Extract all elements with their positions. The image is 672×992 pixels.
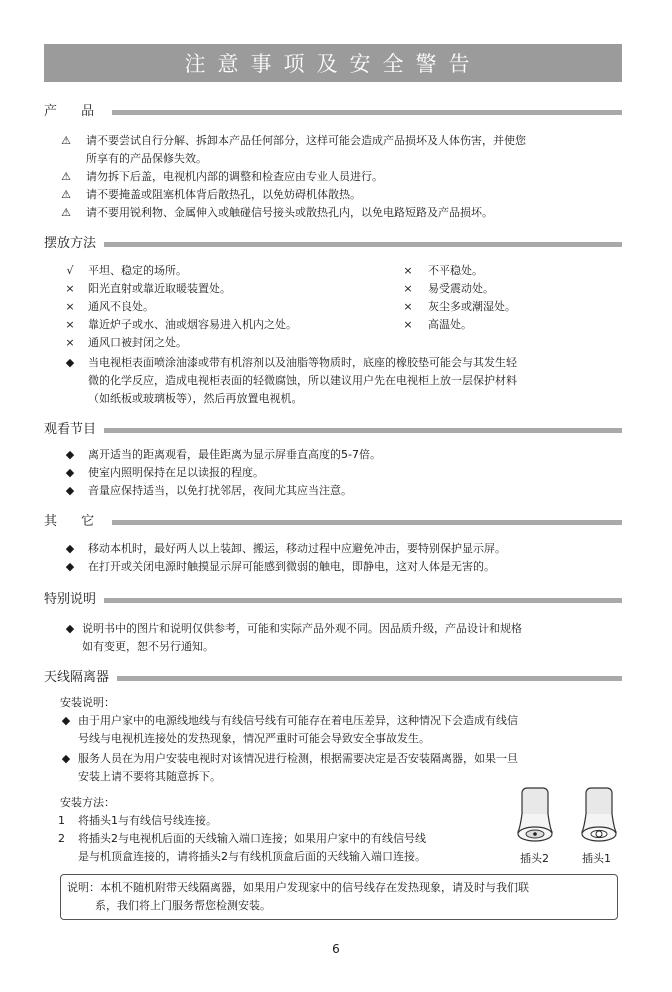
install-method-label: 安装方法：	[60, 796, 115, 809]
text-line: 通风不良处。	[88, 300, 154, 313]
text-line: （如纸板或玻璃板等），然后再放置电视机。	[88, 392, 303, 405]
text-line: 不平稳处。	[428, 264, 483, 277]
placement-left-x-1	[62, 280, 231, 298]
placement-ok-item	[62, 262, 187, 280]
text-line: 说明书中的图片和说明仅供参考，可能和实际产品外观不同。因品质升级，产品设计和规格	[82, 622, 522, 635]
section-divider	[112, 520, 622, 525]
step-number: 2	[58, 832, 65, 845]
text-line: 移动本机时，最好两人以上装卸、搬运，移动过程中应避免冲击，要特别保护显示屏。	[88, 542, 506, 555]
text-line: 请不要用锐利物、金属伸入或触碰信号接头或散热孔内，以免电路短路及产品损坏。	[86, 206, 493, 219]
diamond-bullet-icon: ◆	[65, 484, 75, 497]
section-title: 产 品	[44, 104, 105, 119]
section-title: 特别说明	[44, 592, 97, 607]
viewing-item-3	[62, 482, 352, 500]
text-line: 使室内照明保持在足以读报的程度。	[88, 466, 264, 479]
isolator-note-2	[58, 750, 628, 786]
cross-mark-icon: ×	[65, 282, 75, 295]
section-header-placement	[44, 236, 622, 252]
text-line: 靠近炉子或水、油或烟容易进入机内之处。	[88, 318, 297, 331]
cross-mark-icon: ×	[65, 300, 75, 313]
isolator-note-1	[58, 712, 628, 748]
text-line: 将插头1与有线信号线连接。	[78, 814, 217, 827]
section-title: 摆放方法	[44, 236, 97, 251]
section-header-other	[44, 514, 622, 530]
section-title: 天线隔离器	[44, 670, 110, 685]
text-line: 灰尘多或潮湿处。	[428, 300, 516, 313]
text-line: 音量应保持适当，以免打扰邻居，夜间尤其应当注意。	[88, 484, 352, 497]
install-step-2	[58, 830, 426, 866]
other-item-1	[62, 540, 506, 558]
cross-mark-icon: ×	[403, 264, 413, 277]
text-line: 离开适当的距离观看，最佳距离为显示屏垂直高度的5-7倍。	[88, 448, 381, 461]
note-box-line-1: 说明：本机不随机附带天线隔离器，如果用户发现家中的信号线存在发热现象，请及时与我们联	[67, 881, 529, 894]
placement-left-x-4	[62, 334, 187, 352]
text-line: 是与机顶盒连接的，请将插头2与有线机顶盒后面的天线输入端口连接。	[78, 850, 426, 863]
section-divider	[104, 428, 622, 433]
other-item-2	[62, 558, 495, 576]
cross-mark-icon: ×	[403, 318, 413, 331]
note-box-line-2: 系，我们将上门服务帮您检测安装。	[95, 899, 271, 912]
text-line: 易受震动处。	[428, 282, 494, 295]
special-note	[62, 620, 628, 656]
text-line: 由于用户家中的电源线地线与有线信号线有可能存在着电压差异，这种情况下会造成有线信	[78, 714, 518, 727]
diamond-bullet-icon: ◆	[65, 542, 75, 555]
text-line: 安装上请不要将其随意拆下。	[78, 770, 221, 783]
section-title: 观看节目	[44, 422, 97, 437]
diamond-bullet-icon: ◆	[65, 448, 75, 461]
text-line: 高温处。	[428, 318, 472, 331]
viewing-item-2	[62, 464, 264, 482]
warning-triangle-icon: ⚠	[61, 188, 71, 201]
placement-right-x-4	[400, 316, 472, 334]
section-divider	[104, 242, 622, 247]
install-step-1	[58, 812, 217, 830]
text-line: 如有变更，恕不另行通知。	[82, 640, 214, 653]
cross-mark-icon: ×	[403, 282, 413, 295]
product-item-1	[58, 132, 628, 168]
cross-mark-icon: ×	[403, 300, 413, 313]
diamond-bullet-icon: ◆	[65, 356, 75, 369]
placement-right-x-2	[400, 280, 494, 298]
diamond-bullet-icon: ◆	[65, 622, 75, 635]
text-line: 平坦、稳定的场所。	[88, 264, 187, 277]
plug-1-label: 插头1	[582, 852, 611, 865]
placement-right-x-3	[400, 298, 516, 316]
section-title: 其 它	[44, 514, 105, 529]
product-item-3	[58, 186, 628, 204]
cross-mark-icon: ×	[65, 318, 75, 331]
section-header-special	[44, 592, 622, 608]
text-line: 请不要掩盖或阻塞机体背后散热孔，以免妨碍机体散热。	[86, 188, 361, 201]
text-line: 微的化学反应，造成电视柜表面的轻微腐蚀，所以建议用户先在电视柜上放一层保护材料	[88, 374, 517, 387]
plug-2-label: 插头2	[520, 852, 549, 865]
page-number: 6	[332, 942, 340, 956]
product-item-4	[58, 204, 628, 222]
text-line: 请不要尝试自行分解、拆卸本产品任何部分，这样可能会造成产品损坏及人体伤害，并使您	[86, 134, 526, 147]
placement-left-x-2	[62, 298, 154, 316]
text-line: 当电视柜表面喷涂油漆或带有机溶剂以及油脂等物质时，底座的橡胶垫可能会与其发生轻	[88, 356, 517, 369]
section-divider	[104, 598, 622, 603]
text-line: 阳光直射或靠近取暖装置处。	[88, 282, 231, 295]
warning-triangle-icon: ⚠	[61, 134, 71, 147]
product-item-2	[58, 168, 628, 186]
warning-triangle-icon: ⚠	[61, 206, 71, 219]
plug-1-illustration	[576, 784, 624, 848]
text-line: 将插头2与电视机后面的天线输入端口连接；如果用户家中的有线信号线	[78, 832, 426, 845]
plug-2-illustration	[512, 784, 560, 848]
diamond-bullet-icon: ◆	[65, 560, 75, 573]
section-header-product	[44, 104, 622, 120]
placement-right-x-1	[400, 262, 483, 280]
diamond-bullet-icon: ◆	[61, 752, 71, 765]
diamond-bullet-icon: ◆	[61, 714, 71, 727]
isolator-note-box	[60, 874, 618, 920]
placement-left-x-3	[62, 316, 297, 334]
section-header-isolator	[44, 670, 622, 686]
text-line: 通风口被封闭之处。	[88, 336, 187, 349]
install-note-label: 安装说明：	[60, 696, 115, 709]
text-line: 号线与电视机连接处的发热现象，情况严重时可能会导致安全事故发生。	[78, 732, 430, 745]
check-mark-icon: √	[66, 264, 74, 277]
diamond-bullet-icon: ◆	[65, 466, 75, 479]
section-divider	[112, 110, 622, 115]
text-line: 在打开或关闭电源时触摸显示屏可能感到微弱的触电，即静电，这对人体是无害的。	[88, 560, 495, 573]
placement-note	[62, 354, 628, 408]
text-line: 请勿拆下后盖，电视机内部的调整和检查应由专业人员进行。	[86, 170, 383, 183]
warning-triangle-icon: ⚠	[61, 170, 71, 183]
section-divider	[117, 676, 622, 681]
cross-mark-icon: ×	[65, 336, 75, 349]
text-line: 服务人员在为用户安装电视时对该情况进行检测，根据需要决定是否安装隔离器，如果一旦	[78, 752, 518, 765]
step-number: 1	[58, 814, 65, 827]
text-line: 所享有的产品保修失效。	[86, 152, 207, 165]
viewing-item-1	[62, 446, 381, 464]
section-header-viewing	[44, 422, 622, 438]
page-banner-title: 注意事项及安全警告	[44, 44, 622, 82]
